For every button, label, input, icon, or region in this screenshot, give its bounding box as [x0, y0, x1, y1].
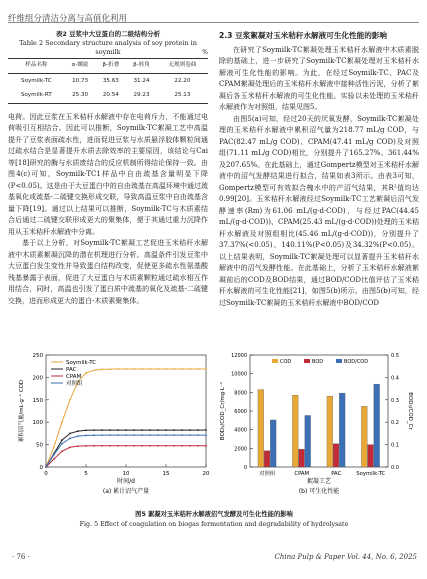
y-axis-label: 累积沼气量/mL·g⁻¹ COD	[19, 379, 25, 443]
table-cell: 20.54	[102, 91, 119, 98]
data-point	[133, 445, 135, 447]
data-point	[141, 429, 143, 431]
data-point	[197, 368, 199, 370]
table-cell: 35.63	[102, 77, 119, 84]
data-point	[165, 434, 167, 436]
table2-col-header: α-螺旋	[71, 62, 89, 69]
y-tick-label: 50	[36, 442, 43, 449]
bar	[333, 444, 339, 467]
x-axis-label: 絮凝工艺	[306, 478, 332, 485]
bar	[339, 393, 345, 467]
data-point	[205, 445, 207, 447]
y2-tick-label: 0.4	[391, 375, 399, 382]
data-point	[141, 434, 143, 436]
data-point	[165, 429, 167, 431]
table-cell: 25.30	[72, 91, 89, 98]
table2	[8, 58, 208, 104]
y2-tick-label: 0.2	[391, 420, 399, 427]
bar	[264, 451, 270, 467]
legend-label: COD	[280, 359, 292, 365]
data-point	[157, 445, 159, 447]
table-cell: 22.20	[174, 77, 191, 84]
data-point	[181, 429, 183, 431]
y-tick-label: 100	[32, 420, 43, 427]
data-point	[53, 454, 55, 456]
table2-col-header: 样品名称	[25, 62, 48, 69]
table-row	[8, 89, 208, 104]
bar	[258, 390, 264, 467]
data-point	[149, 434, 151, 436]
data-point	[165, 368, 167, 370]
data-point	[101, 445, 103, 447]
data-point	[173, 429, 175, 431]
right-paragraph-1: 在研究了Soymilk-TC絮凝处理玉米秸秆水解液中木质素脱除的基础上，进一步研究了Soymilk-TC絮凝处理对玉米秸秆水解液可生化性能的影响。为此，在经过Soymilk-TC、PAC及CPAM絮凝处理后的玉米秸秆水解液中接种活性污泥，分析了絮凝后各玉米秸秆水解液的可生化性能。实验以未处理的玉米秸秆水解液作为对照组，结果见图5。	[219, 45, 419, 111]
data-point	[205, 434, 207, 436]
legend-label: BOD	[312, 359, 324, 365]
right-paragraph-2: 由图5(a)可知，经过20天的厌氧发酵，Soymilk-TC絮凝处理的玉米秸秆水解液中累积沼气量为218.77 mL/g COD，与PAC(82.47 mL/g COD)、CPAM(47.41 mL/g COD)及对照组(71.11 mL/g COD)相比，分别提升了165.27%、361.44%及207.65%。在此基础上，通过Gompertz模型对玉米秸秆水解液中的沼气发酵结果进行拟合，结果如表3所示。由表3可知，Gompertz模型可有效拟合槐水中的产沼气结果，其R²值均达0.99[20]。玉米秸秆水解液经过Soymilk-TC工艺絮凝后沼气发酵速率(Rm)为61.06 mL/(g·d·COD)，与经过PAC(44.45 mL/(g·d·COD))、CPAM(25.43 mL/(g·d·COD))处理的玉米秸秆水解液及对照组相比(45.46 mL/(g·d·COD))，分别提升了37.37%(<0.05)、140.11%(P<0.05)及34.32%(P<0.05)。以上结果表明，Soymilk-TC絮凝处理可以显著提升玉米秸秆水解液中的沼气发酵性能。在此基础上，分析了玉米秸秆水解液絮凝前后的COD及BOD结果，通过BOD/COD比值评估了玉米秸秆水解液的可生化性能[21]，如图5(b)所示。由图5(b)可知，经过Soymilk-TC絮凝的玉米秸秆水解液中BOD/COD	[219, 114, 419, 307]
data-point	[181, 445, 183, 447]
left-paragraph-2: 基于以上分析，对Soymilk-TC絮凝工艺促进玉米秸秆水解液中木质素絮凝沉降的潜在机理进行分析。高温条件引发豆浆中大豆蛋白发生变性并导致蛋白结构改变，促使更多疏水性氨基酸残基暴露于表面，促进了大豆蛋白与木质素颗粒通过疏水相互作用结合，同时，高温也引发了蛋白质中巯基的氧化及巯基-二硫键交换，进而形成更大的蛋白-木质素聚集体。	[8, 239, 208, 305]
data-point	[77, 445, 79, 447]
legend-swatch	[304, 359, 310, 363]
data-point	[125, 429, 127, 431]
data-point	[101, 368, 103, 370]
bar	[368, 445, 374, 467]
data-point	[93, 429, 95, 431]
data-point	[197, 429, 199, 431]
data-point	[197, 434, 199, 436]
x-tick-label: 5	[84, 471, 88, 477]
data-point	[117, 434, 119, 436]
figure5-caption-cn: 图5 絮凝对玉米秸秆水解液沼气发酵及可生化性能的影响	[135, 511, 293, 518]
section-heading: 2.3 豆浆絮凝对玉米秸秆水解液可生化性能的影响	[219, 31, 387, 40]
figure5a-line-chart	[14, 345, 214, 505]
y-tick-label: 0	[243, 465, 247, 471]
table2-caption-en: Table 2 Secondary structure analysis of soy protein in soymilk	[19, 39, 197, 56]
page-number: · 76 ·	[12, 553, 30, 561]
data-point	[189, 368, 191, 370]
table-cell: Soymilk-RT	[20, 91, 52, 98]
y-tick-label: 10000	[231, 371, 247, 378]
left-paragraph-1: 电荷。因此豆浆在玉米秸秆水解液中存在电荷斥力，不能通过电荷吸引互相结合。因此可以推断，Soymilk-TC絮凝工艺中高温提升了豆浆表面疏水性，进而促进豆浆与水质悬浮胶体颗粒间通过疏水结合是显著提升水质去除效率的主要原因，该结论与Cai等[18]研究的酶与水质废结合的反应机制所得结论保持一致。由图4(c)可知，Soymilk-TC1样品中自由巯基含量明显下降(P<0.05)。这是由于大豆蛋白中的自由巯基在高温环境中通过巯基氧化或巯基-二硫键交换形成交联，导致高温豆浆中自由巯基含量下降[19]。通过以上结果可以推断，Soymilk-TC与木质素结合后通过二硫键交联形成更大的聚集体，便于其通过重力沉降作用从玉米秸秆水解液中分离。	[8, 112, 208, 236]
data-point	[125, 445, 127, 447]
figure5-caption	[14, 510, 414, 530]
data-point	[85, 372, 87, 374]
data-point	[93, 445, 95, 447]
y-axis-label: BOD₅/COD_Cr/mg·L⁻¹	[220, 381, 226, 441]
data-point	[69, 446, 71, 448]
data-point	[157, 434, 159, 436]
data-point	[109, 368, 111, 370]
table2-header-row	[8, 59, 208, 74]
table-cell: 29.23	[133, 91, 150, 98]
data-point	[85, 429, 87, 431]
data-point	[85, 445, 87, 447]
series-line	[46, 446, 206, 467]
data-point	[61, 421, 63, 423]
y-tick-label: 200	[32, 375, 43, 382]
bar	[299, 449, 305, 467]
journal-info: China Pulp & Paper Vol. 44, No. 6, 2025	[274, 553, 417, 561]
y-tick-label: 150	[32, 397, 43, 404]
series-line	[46, 435, 206, 467]
data-point	[117, 445, 119, 447]
y2-axis-label: BOD₅/COD_Cr	[407, 392, 413, 430]
data-point	[181, 368, 183, 370]
table2-unit: %	[202, 49, 208, 56]
data-point	[197, 445, 199, 447]
data-point	[101, 429, 103, 431]
y2-tick-label: 0.0	[391, 465, 399, 471]
x-axis-label: 时间/d	[117, 478, 135, 485]
bar	[327, 396, 333, 467]
data-point	[205, 429, 207, 431]
data-point	[109, 445, 111, 447]
table2-col-header: β-折叠	[102, 62, 120, 69]
legend-label: CPAM	[66, 374, 82, 380]
y-tick-label: 6000	[234, 409, 247, 415]
data-point	[61, 450, 63, 452]
data-point	[133, 434, 135, 436]
header-title: 纤维组分清洁分离与高值化利用	[8, 14, 128, 24]
data-point	[149, 445, 151, 447]
data-point	[165, 445, 167, 447]
data-point	[173, 434, 175, 436]
x-tick-label: Soymilk-TC	[356, 471, 386, 477]
x-tick-label: PAC	[331, 471, 342, 477]
bar	[292, 395, 298, 467]
subfigure-label: (b) 可生化性能	[298, 488, 340, 495]
data-point	[93, 369, 95, 371]
data-point	[189, 429, 191, 431]
left-column	[8, 30, 208, 307]
legend-swatch	[336, 359, 342, 363]
x-tick-label: 10	[122, 471, 130, 477]
table-cell: 10.73	[72, 77, 89, 84]
table-cell: 25.13	[174, 91, 191, 98]
x-tick-label: 15	[162, 471, 170, 477]
x-tick-label: 对照组	[259, 471, 276, 477]
data-point	[101, 434, 103, 436]
y-tick-label: 12000	[231, 353, 247, 359]
y-tick-label: 0	[39, 465, 43, 471]
y-tick-label: 8000	[234, 390, 247, 397]
data-point	[189, 434, 191, 436]
data-point	[173, 445, 175, 447]
table-row	[8, 74, 208, 89]
data-point	[53, 446, 55, 448]
legend-swatch	[272, 359, 278, 363]
table2-col-header: β-转角	[133, 62, 150, 69]
y-tick-label: 4000	[234, 427, 247, 434]
data-point	[149, 429, 151, 431]
table2-col-header: 无规则卷曲	[168, 62, 197, 69]
data-point	[125, 434, 127, 436]
table2-caption-cn: 表2 豆浆中大豆蛋白的二级结构分析	[55, 30, 161, 38]
data-point	[61, 443, 63, 445]
y-tick-label: 2000	[234, 446, 247, 453]
data-point	[149, 368, 151, 370]
data-point	[157, 429, 159, 431]
data-point	[181, 434, 183, 436]
data-point	[93, 434, 95, 436]
y2-tick-label: 0.1	[391, 442, 399, 449]
data-point	[69, 437, 71, 439]
data-point	[109, 434, 111, 436]
data-point	[45, 466, 47, 468]
data-point	[173, 368, 175, 370]
subfigure-label: (a) 累计沼气产量	[102, 488, 150, 495]
data-point	[69, 433, 71, 435]
y-tick-label: 250	[32, 353, 43, 359]
data-point	[109, 429, 111, 431]
legend-label: PAC	[66, 367, 77, 373]
data-point	[205, 368, 207, 370]
data-point	[77, 430, 79, 432]
data-point	[157, 368, 159, 370]
data-point	[85, 435, 87, 437]
data-point	[133, 368, 135, 370]
data-point	[53, 458, 55, 460]
right-column	[219, 30, 419, 309]
legend-label: 对照组	[66, 381, 83, 387]
bar	[270, 420, 276, 467]
figure5b-bar-chart	[216, 345, 416, 505]
data-point	[189, 445, 191, 447]
bar	[305, 415, 311, 467]
data-point	[61, 439, 63, 441]
data-point	[133, 429, 135, 431]
figure5-caption-en: Fig. 5 Effect of coagulation on biogas fermentation and degradability of hydrolysate	[79, 521, 349, 528]
data-point	[77, 435, 79, 437]
table-cell: Soymilk-TC	[21, 77, 52, 84]
running-header	[8, 6, 419, 23]
x-tick-label: CPAM	[294, 471, 310, 477]
y2-tick-label: 0.5	[391, 353, 399, 359]
bar	[361, 406, 367, 467]
table-cell: 31.24	[133, 77, 150, 84]
bar	[374, 384, 380, 467]
data-point	[69, 399, 71, 401]
data-point	[141, 368, 143, 370]
x-tick-label: 0	[44, 471, 48, 477]
data-point	[117, 368, 119, 370]
y2-tick-label: 0.3	[391, 397, 399, 404]
data-point	[125, 368, 127, 370]
x-tick-label: 20	[202, 471, 210, 477]
legend-label: Soymilk-TC	[66, 360, 97, 366]
data-point	[141, 445, 143, 447]
legend-label: BOD/COD	[344, 359, 369, 365]
data-point	[117, 429, 119, 431]
